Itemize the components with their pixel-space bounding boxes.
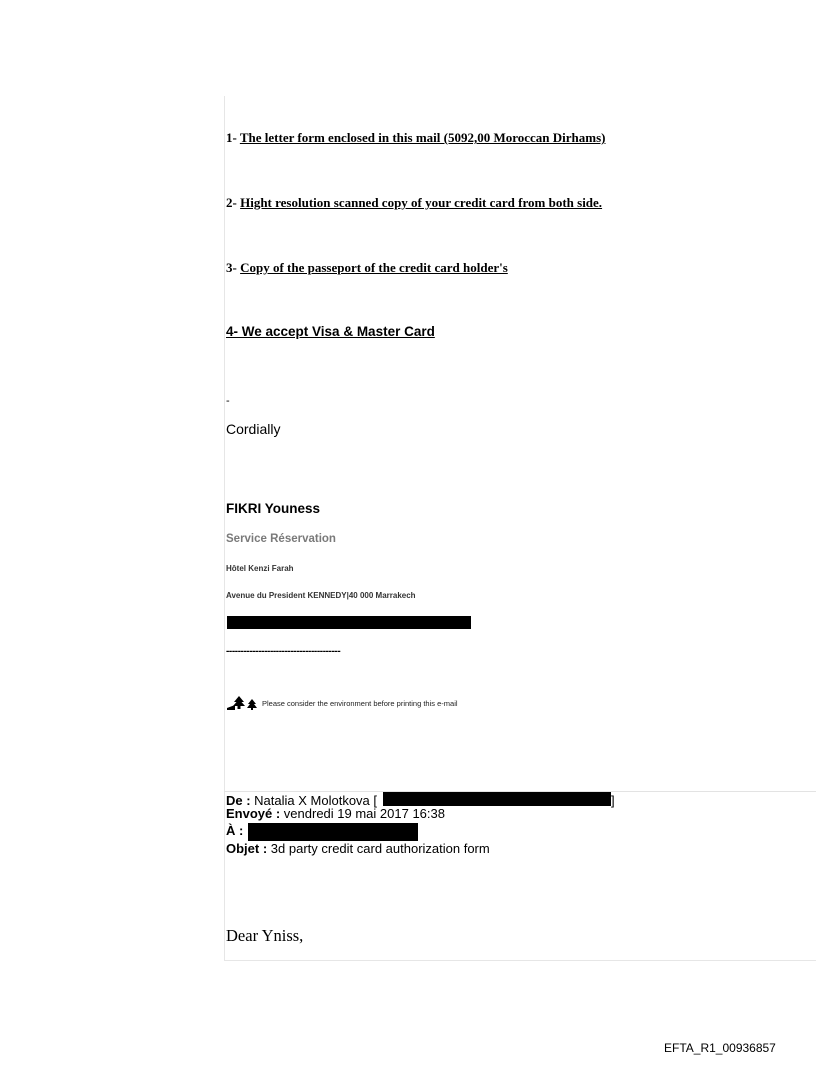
greeting: Dear Yniss,	[226, 926, 304, 945]
redaction-bar	[383, 792, 611, 806]
subject-value: 3d party credit card authorization form	[270, 841, 490, 856]
sent-value: vendredi 19 mai 2017 16:38	[283, 806, 445, 821]
from-line	[226, 795, 377, 806]
sent-line	[226, 808, 445, 819]
left-margin-rule	[224, 96, 225, 961]
dash-line: -	[226, 395, 230, 407]
requirement-1	[226, 130, 606, 146]
signature-department: Service Réservation	[226, 533, 336, 545]
closing: Cordially	[226, 421, 281, 437]
signature-address: Avenue du President KENNEDY|40 000 Marrakech	[226, 591, 416, 600]
requirement-text: Hight resolution scanned copy of your credit card from both side.	[240, 195, 603, 210]
tree-icon	[226, 695, 260, 711]
from-close-bracket: ]	[611, 793, 615, 808]
requirement-4	[226, 324, 435, 339]
signature-name: FIKRI Youness	[226, 501, 321, 516]
requirement-3	[226, 260, 508, 276]
requirement-text: 4- We accept Visa & Master Card	[226, 324, 435, 339]
requirement-text: The letter form enclosed in this mail (5092,00 Moroccan Dirhams)	[239, 130, 606, 145]
from-value: Natalia X Molotkova [	[254, 793, 378, 808]
bottom-rule	[224, 960, 816, 961]
eco-note: Please consider the environment before printing this e-mail	[262, 699, 458, 708]
to-label: À :	[226, 823, 244, 838]
to-line	[226, 825, 243, 836]
sent-label: Envoyé :	[226, 806, 284, 821]
requirement-text: Copy of the passeport of the credit card holder's	[240, 260, 508, 275]
requirement-number: 1-	[226, 130, 240, 145]
requirement-number: 3-	[226, 260, 241, 275]
redaction-bar	[248, 823, 418, 841]
signature-hotel: Hôtel Kenzi Farah	[226, 564, 294, 573]
requirement-2	[226, 195, 602, 211]
redaction-bar	[227, 616, 471, 629]
subject-line	[226, 843, 490, 854]
requirement-number: 2-	[226, 195, 241, 210]
from-label: De :	[226, 793, 255, 808]
subject-label: Objet :	[226, 841, 271, 856]
signature-separator: ---------------------------------------	[226, 646, 341, 657]
document-id: EFTA_R1_00936857	[664, 1041, 776, 1055]
